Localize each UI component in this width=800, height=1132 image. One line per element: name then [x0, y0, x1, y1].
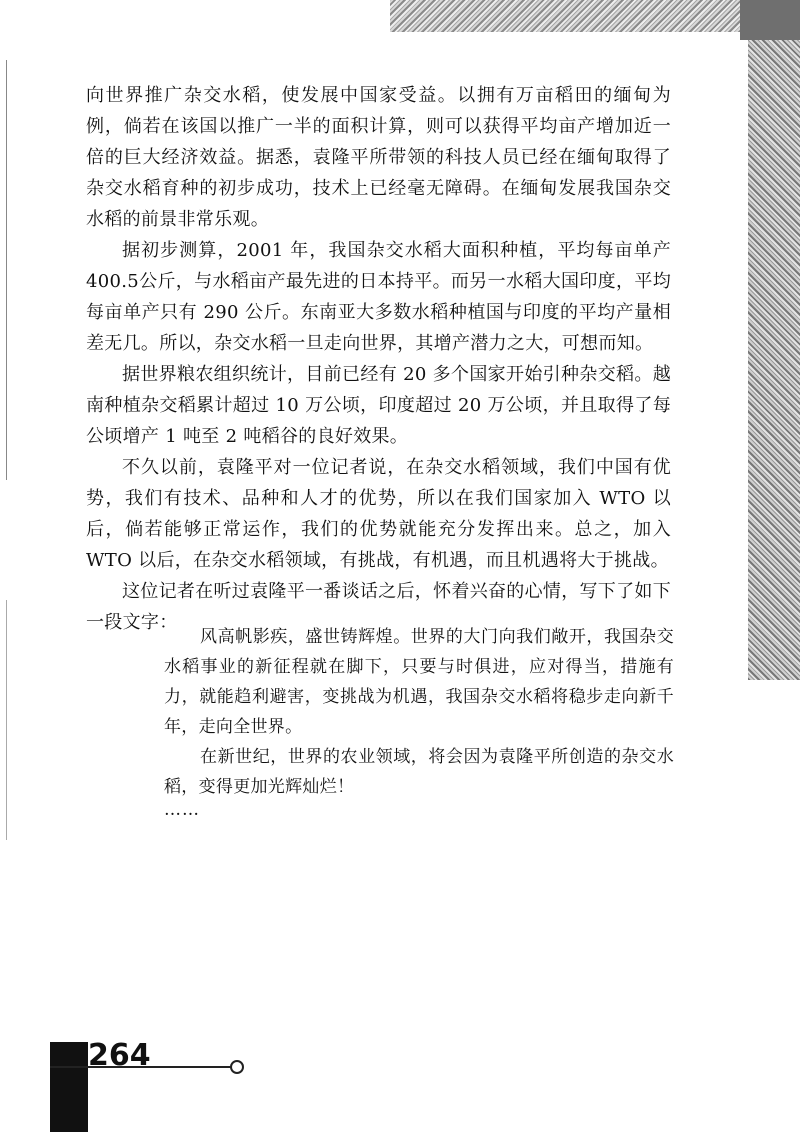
paragraph: 据初步测算，2001 年，我国杂交水稻大面积种植，平均每亩单产 400.5公斤，与水稻亩产最先进的日本持平。而另一水稻大国印度，平均每亩单产只有 290 公斤。东南亚大多数水稻种植国与印度的平均产量相差无几。所以，杂交水稻一旦走向世界，其增产潜力之大，可想而知。: [86, 240, 671, 354]
scan-edge-corner: [740, 0, 800, 40]
margin-line: [6, 600, 7, 840]
page-rule-circle-icon: [230, 1060, 244, 1074]
paragraph: 这位记者在听过袁隆平一番谈话之后，怀着兴奋的心情，写下了如下一段文字：: [86, 581, 671, 633]
quote-paragraph: 在新世纪，世界的农业领域，将会因为袁隆平所创造的杂交水稻，变得更加光辉灿烂！: [164, 747, 674, 797]
scan-edge-top: [390, 0, 800, 32]
block-quote: [164, 622, 674, 802]
body-text: [86, 80, 671, 638]
scan-edge-right: [748, 30, 800, 680]
paragraph: 不久以前，袁隆平对一位记者说，在杂交水稻领域，我们中国有优势，我们有技术、品种和人才的优势，所以在我们国家加入 WTO 以后，倘若能够正常运作，我们的优势就能充分发挥出来。总之，加入 WTO 以后，在杂交水稻领域，有挑战，有机遇，而且机遇将大于挑战。: [86, 457, 671, 571]
page-number: 264: [88, 1038, 151, 1073]
quote-paragraph: 风高帆影疾，盛世铸辉煌。世界的大门向我们敞开，我国杂交水稻事业的新征程就在脚下，只要与时俱进，应对得当，措施有力，就能趋利避害，变挑战为机遇，我国杂交水稻将稳步走向新千年，走向全世界。: [164, 627, 674, 737]
ellipsis: ……: [164, 800, 200, 820]
paragraph: 据世界粮农组织统计，目前已经有 20 多个国家开始引种杂交稻。越南种植杂交稻累计超过 10 万公顷，印度超过 20 万公顷，并且取得了每公顷增产 1 吨至 2 吨稻谷的良好效果。: [86, 364, 671, 447]
paragraph: 向世界推广杂交水稻，使发展中国家受益。以拥有万亩稻田的缅甸为例，倘若在该国以推广一半的面积计算，则可以获得平均亩产增加近一倍的巨大经济效益。据悉，袁隆平所带领的科技人员已经在缅甸取得了杂交水稻育种的初步成功，技术上已经毫无障碍。在缅甸发展我国杂交水稻的前景非常乐观。: [86, 85, 671, 230]
margin-line: [6, 60, 7, 480]
page-number-block: [50, 1042, 88, 1132]
